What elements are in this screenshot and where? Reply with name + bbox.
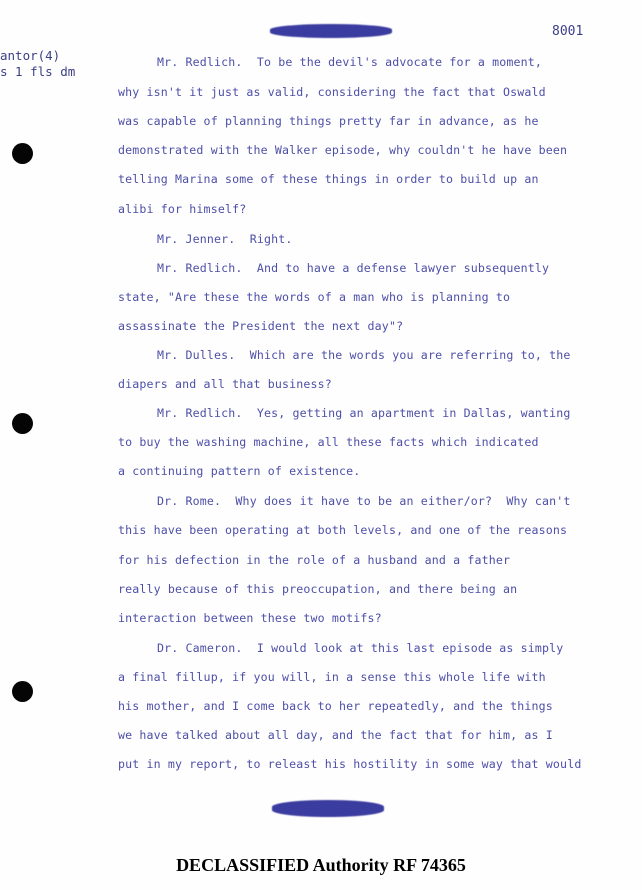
margin-note-line-1: antor(4) <box>0 48 61 63</box>
transcript-line: really because of this preoccupation, and there being an <box>118 582 518 596</box>
transcript-line: Dr. Cameron. I would look at this last episode as simply <box>157 641 564 655</box>
transcript-line: interaction between these two motifs? <box>118 611 382 625</box>
transcript-line: Dr. Rome. Why does it have to be an either/or? Why can't <box>157 494 571 508</box>
redaction-mark-top <box>270 24 392 38</box>
transcript-line: diapers and all that business? <box>118 377 332 391</box>
transcript-line: assassinate the President the next day"? <box>118 319 404 333</box>
transcript-line: Mr. Jenner. Right. <box>157 232 293 246</box>
transcript-line: a final fillup, if you will, in a sense this whole life with <box>118 670 546 684</box>
declassified-footer: DECLASSIFIED Authority RF 74365 <box>176 855 466 875</box>
transcript-line: we have talked about all day, and the fact that for him, as I <box>118 728 553 742</box>
punch-hole-bottom <box>12 681 33 702</box>
punch-hole-top <box>12 143 33 164</box>
transcript-line: demonstrated with the Walker episode, why couldn't he have been <box>118 143 568 157</box>
transcript-line: why isn't it just as valid, considering the fact that Oswald <box>118 85 546 99</box>
transcript-line: a continuing pattern of existence. <box>118 464 361 478</box>
transcript-line: to buy the washing machine, all these facts which indicated <box>118 435 539 449</box>
page-number: 8001 <box>552 24 584 39</box>
punch-hole-middle <box>12 413 33 434</box>
transcript-line: Mr. Redlich. And to have a defense lawyer subsequently <box>157 261 550 275</box>
transcript-line: this have been operating at both levels, and one of the reasons <box>118 523 568 537</box>
transcript-line: put in my report, to releast his hostility in some way that would <box>118 757 582 771</box>
transcript-line: Mr. Dulles. Which are the words you are referring to, the <box>157 348 571 362</box>
redaction-mark-bottom <box>272 800 384 817</box>
transcript-line: alibi for himself? <box>118 202 247 216</box>
transcript-line: for his defection in the role of a husband and a father <box>118 553 511 567</box>
transcript-line: telling Marina some of these things in order to build up an <box>118 172 539 186</box>
transcript-line: Mr. Redlich. To be the devil's advocate for a moment, <box>157 55 543 69</box>
transcript-line: was capable of planning things pretty far in advance, as he <box>118 114 539 128</box>
transcript-line: state, "Are these the words of a man who is planning to <box>118 290 511 304</box>
transcript-line: his mother, and I come back to her repeatedly, and the things <box>118 699 553 713</box>
margin-note-line-2: s 1 fls dm <box>0 64 76 79</box>
transcript-line: Mr. Redlich. Yes, getting an apartment in Dallas, wanting <box>157 406 571 420</box>
